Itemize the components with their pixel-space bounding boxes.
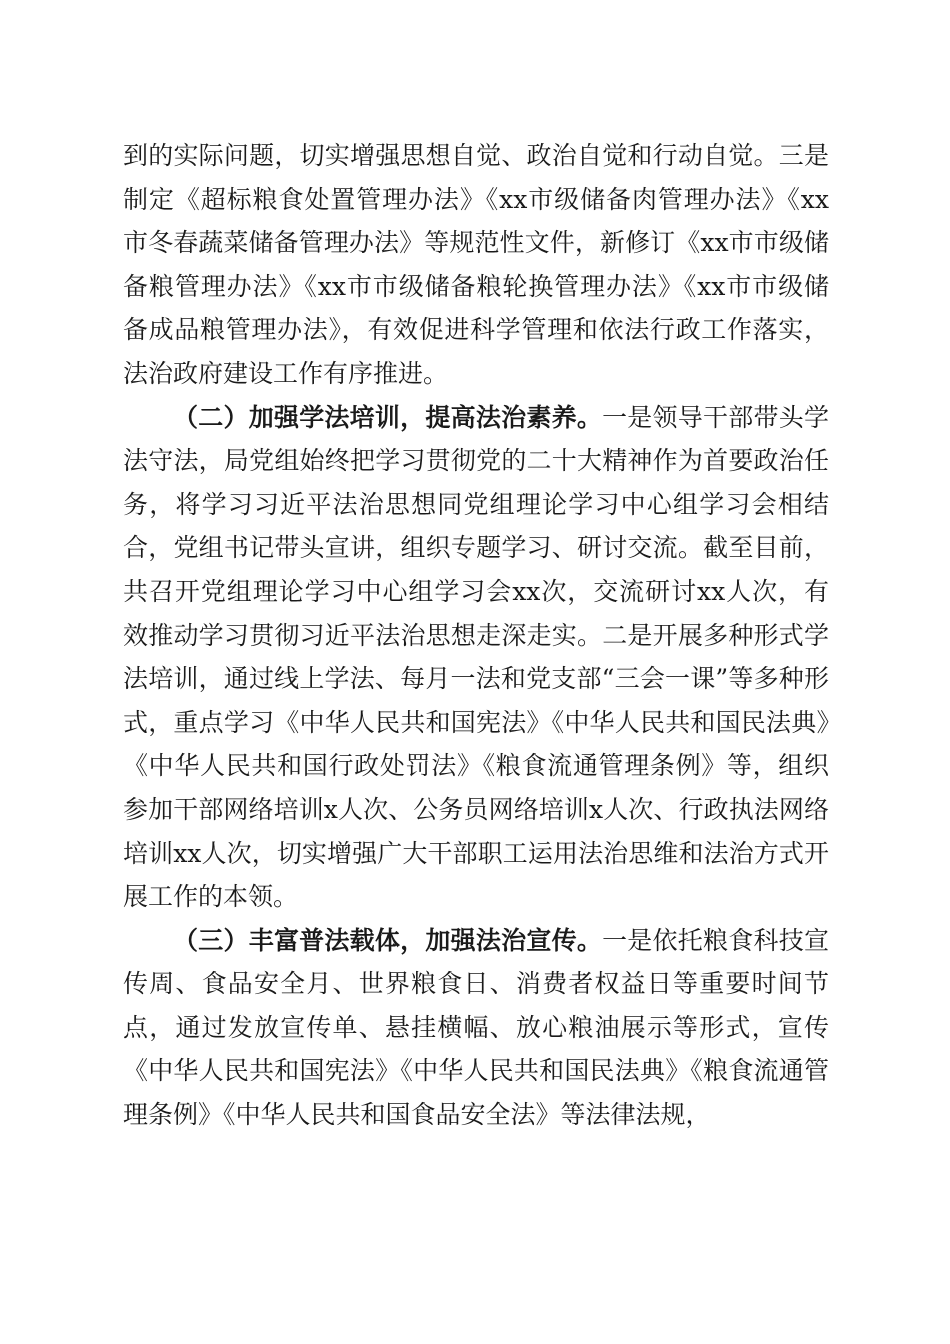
document-body (123, 134, 829, 1137)
paragraph-legal-training (123, 396, 829, 919)
paragraph-text: 到的实际问题，切实增强思想自觉、政治自觉和行动自觉。三是制定《超标粮食处置管理办法》《xx市级储备肉管理办法》《xx市冬春蔬菜储备管理办法》等规范性文件，新修订《xx市市级储备粮管理办法》《xx市市级储备粮轮换管理办法》《xx市市级储备成品粮管理办法》，有效促进科学管理和依法行政工作落实，法治政府建设工作有序推进。 (123, 141, 829, 388)
paragraph-continuation (123, 134, 829, 396)
paragraph-text: 一是依托粮食科技宣传周、食品安全月、世界粮食日、消费者权益日等重要时间节点，通过发放宣传单、悬挂横幅、放心粮油展示等形式，宣传《中华人民共和国宪法》《中华人民共和国民法典》《粮食流通管理条例》《中华人民共和国食品安全法》等法律法规， (123, 925, 829, 1130)
paragraph-text: 一是领导干部带头学法守法，局党组始终把学习贯彻党的二十大精神作为首要政治任务，将学习习近平法治思想同党组理论学习中心组学习会相结合，党组书记带头宣讲，组织专题学习、研讨交流。截至目前，共召开党组理论学习中心组学习会xx次，交流研讨xx人次，有效推动学习贯彻习近平法治思想走深走实。二是开展多种形式学法培训，通过线上学法、每月一法和党支部“三会一课”等多种形式，重点学习《中华人民共和国宪法》《中华人民共和国民法典》《中华人民共和国行政处罚法》《粮食流通管理条例》等，组织参加干部网络培训x人次、公务员网络培训x人次、行政执法网络培训xx人次，切实增强广大干部职工运用法治思维和法治方式开展工作的本领。 (123, 402, 829, 912)
section-heading: （二）加强学法培训，提高法治素养。 (173, 402, 603, 432)
section-heading: （三）丰富普法载体，加强法治宣传。 (173, 925, 603, 955)
paragraph-legal-publicity (123, 919, 829, 1137)
